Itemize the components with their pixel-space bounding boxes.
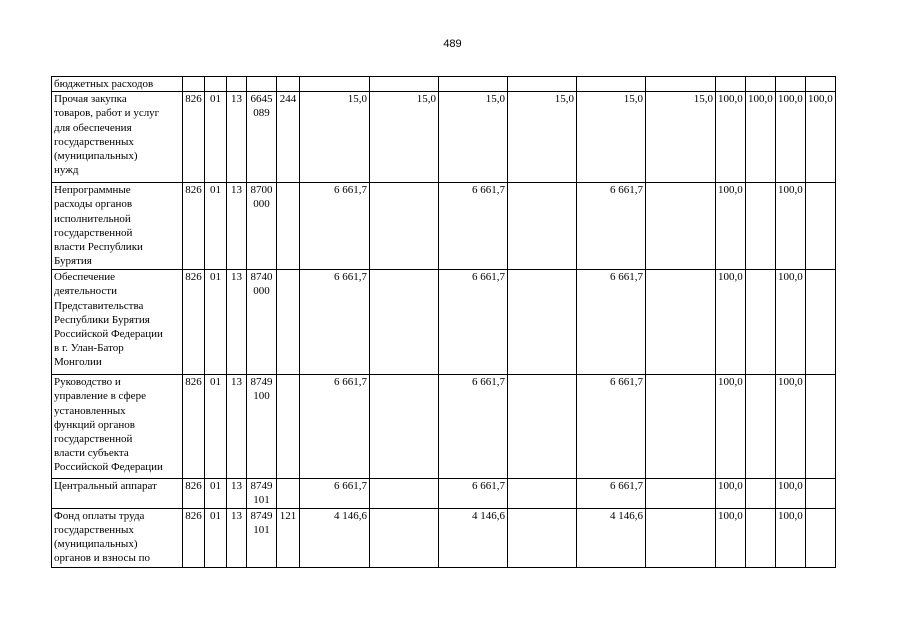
value-cell-6	[646, 77, 716, 92]
csr-cell: 8749 101	[247, 508, 277, 567]
value-cell-4	[508, 183, 577, 270]
vr-cell	[277, 479, 300, 508]
name-cell: Центральный аппарат	[52, 479, 183, 508]
vr-cell: 244	[277, 92, 300, 183]
vr-cell	[277, 183, 300, 270]
value-cell-2	[370, 479, 439, 508]
page-number: 489	[443, 38, 462, 50]
rz-cell: 01	[205, 508, 227, 567]
value-cell-1: 4 146,6	[300, 508, 370, 567]
pr-cell: 13	[227, 270, 247, 375]
value-cell-6	[646, 183, 716, 270]
value-cell-2	[370, 183, 439, 270]
rz-cell: 01	[205, 92, 227, 183]
ved-cell	[183, 77, 205, 92]
ved-cell: 826	[183, 479, 205, 508]
value-cell-5: 4 146,6	[577, 508, 646, 567]
percent-cell-3: 100,0	[776, 270, 806, 375]
table-row	[52, 183, 836, 270]
value-cell-2	[370, 375, 439, 479]
value-cell-5: 6 661,7	[577, 479, 646, 508]
percent-cell-2	[746, 270, 776, 375]
vr-cell: 121	[277, 508, 300, 567]
pr-cell: 13	[227, 375, 247, 479]
value-cell-3: 6 661,7	[439, 375, 508, 479]
value-cell-4	[508, 508, 577, 567]
percent-cell-2	[746, 183, 776, 270]
value-cell-1: 15,0	[300, 92, 370, 183]
rz-cell: 01	[205, 375, 227, 479]
vr-cell	[277, 77, 300, 92]
percent-cell-1: 100,0	[716, 183, 746, 270]
ved-cell: 826	[183, 92, 205, 183]
value-cell-5: 15,0	[577, 92, 646, 183]
pr-cell	[227, 77, 247, 92]
value-cell-5: 6 661,7	[577, 183, 646, 270]
value-cell-4: 15,0	[508, 92, 577, 183]
value-cell-1: 6 661,7	[300, 375, 370, 479]
value-cell-6	[646, 479, 716, 508]
name-cell: Фонд оплаты труда государственных (муниципальных) органов и взносы по	[52, 508, 183, 567]
percent-cell-3: 100,0	[776, 375, 806, 479]
value-cell-2	[370, 508, 439, 567]
value-cell-3: 6 661,7	[439, 183, 508, 270]
percent-cell-2	[746, 479, 776, 508]
table-row	[52, 375, 836, 479]
name-cell: Руководство и управление в сфере установленных функций органов государственной власти субъекта Российской Федерации	[52, 375, 183, 479]
ved-cell: 826	[183, 375, 205, 479]
table-row	[52, 508, 836, 567]
value-cell-1: 6 661,7	[300, 479, 370, 508]
vr-cell	[277, 270, 300, 375]
value-cell-6	[646, 270, 716, 375]
value-cell-1	[300, 77, 370, 92]
table-row	[52, 479, 836, 508]
value-cell-1: 6 661,7	[300, 270, 370, 375]
value-cell-3: 6 661,7	[439, 479, 508, 508]
value-cell-2: 15,0	[370, 92, 439, 183]
value-cell-4	[508, 270, 577, 375]
value-cell-3: 4 146,6	[439, 508, 508, 567]
ved-cell: 826	[183, 183, 205, 270]
value-cell-3: 15,0	[439, 92, 508, 183]
value-cell-3: 6 661,7	[439, 270, 508, 375]
value-cell-5	[577, 77, 646, 92]
value-cell-2	[370, 77, 439, 92]
percent-cell-2: 100,0	[746, 92, 776, 183]
percent-cell-1	[716, 77, 746, 92]
percent-cell-4	[806, 508, 836, 567]
percent-cell-3	[776, 77, 806, 92]
name-cell: Обеспечение деятельности Представительства Республики Бурятия Российской Федерации в г. Улан-Батор Монголии	[52, 270, 183, 375]
value-cell-1: 6 661,7	[300, 183, 370, 270]
csr-cell: 8740 000	[247, 270, 277, 375]
percent-cell-1: 100,0	[716, 508, 746, 567]
percent-cell-3: 100,0	[776, 508, 806, 567]
percent-cell-2	[746, 77, 776, 92]
name-cell: Непрограммные расходы органов исполнительной государственной власти Республики Бурятия	[52, 183, 183, 270]
csr-cell: 8700 000	[247, 183, 277, 270]
csr-cell: 8749 100	[247, 375, 277, 479]
rz-cell: 01	[205, 270, 227, 375]
percent-cell-4	[806, 375, 836, 479]
name-cell: Прочая закупка товаров, работ и услуг для обеспечения государственных (муниципальных) нужд	[52, 92, 183, 183]
pr-cell: 13	[227, 508, 247, 567]
csr-cell	[247, 77, 277, 92]
value-cell-4	[508, 375, 577, 479]
value-cell-6	[646, 508, 716, 567]
value-cell-5: 6 661,7	[577, 270, 646, 375]
percent-cell-4	[806, 77, 836, 92]
pr-cell: 13	[227, 479, 247, 508]
csr-cell: 6645 089	[247, 92, 277, 183]
name-cell: бюджетных расходов	[52, 77, 183, 92]
ved-cell: 826	[183, 270, 205, 375]
rz-cell: 01	[205, 183, 227, 270]
percent-cell-1: 100,0	[716, 375, 746, 479]
percent-cell-4	[806, 183, 836, 270]
percent-cell-1: 100,0	[716, 479, 746, 508]
pr-cell: 13	[227, 183, 247, 270]
percent-cell-2	[746, 375, 776, 479]
value-cell-6	[646, 375, 716, 479]
percent-cell-4	[806, 270, 836, 375]
table-row	[52, 92, 836, 183]
percent-cell-1: 100,0	[716, 270, 746, 375]
rz-cell: 01	[205, 479, 227, 508]
value-cell-6: 15,0	[646, 92, 716, 183]
percent-cell-3: 100,0	[776, 479, 806, 508]
percent-cell-2	[746, 508, 776, 567]
value-cell-3	[439, 77, 508, 92]
value-cell-5: 6 661,7	[577, 375, 646, 479]
rz-cell	[205, 77, 227, 92]
percent-cell-4	[806, 479, 836, 508]
value-cell-2	[370, 270, 439, 375]
table-row	[52, 77, 836, 92]
percent-cell-1: 100,0	[716, 92, 746, 183]
percent-cell-3: 100,0	[776, 183, 806, 270]
pr-cell: 13	[227, 92, 247, 183]
vr-cell	[277, 375, 300, 479]
ved-cell: 826	[183, 508, 205, 567]
value-cell-4	[508, 479, 577, 508]
percent-cell-3: 100,0	[776, 92, 806, 183]
csr-cell: 8749 101	[247, 479, 277, 508]
table-row	[52, 270, 836, 375]
value-cell-4	[508, 77, 577, 92]
budget-table	[51, 76, 836, 568]
percent-cell-4: 100,0	[806, 92, 836, 183]
